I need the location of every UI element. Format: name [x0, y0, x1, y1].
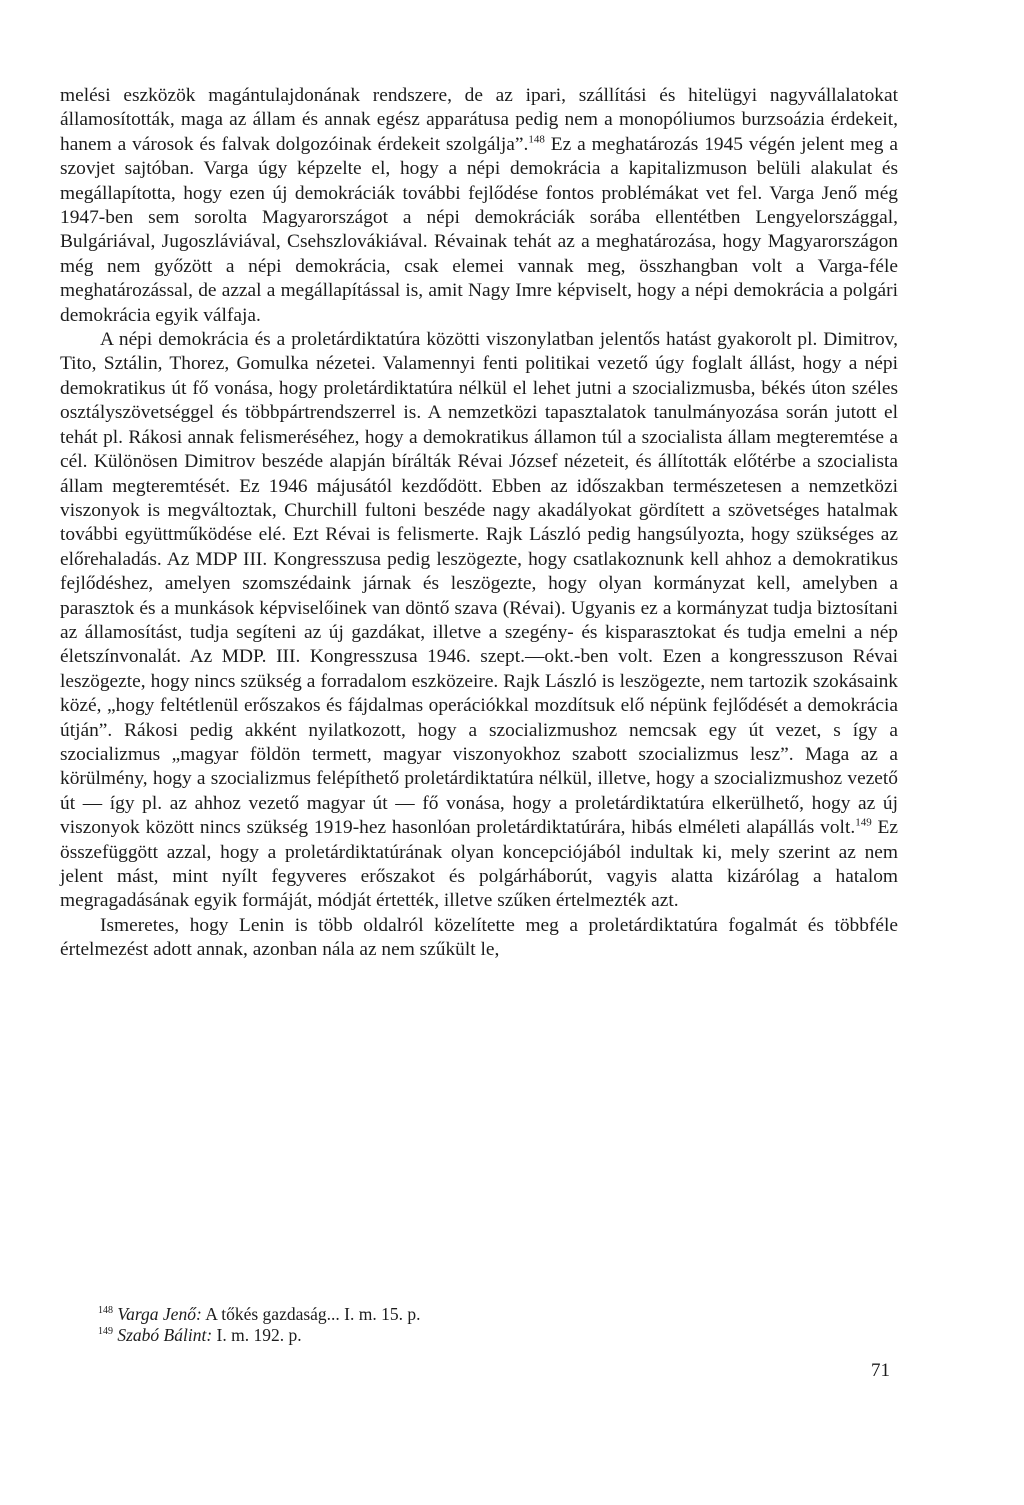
footnote-text: I. m. 192. p. [212, 1325, 302, 1345]
paragraph-text: A népi demokrácia és a proletárdiktatúra közötti viszonylatban jelentős hatást gyakorolt pl. Dimitrov, Tito, Sztálin, Thorez, Gomulka nézetei. Valamennyi fenti politikai vezető úgy foglalt állást, hogy a népi demokratikus út fő vonása, hogy proletárdiktatúra nélkül el lehet jutni a szocializmusba, békés úton széles osztályszövetséggel és többpártrendszerrel is. A nemzetközi tapasztalatok tanulmányozása során jutott el tehát pl. Rákosi annak felismeréséhez, hogy a demokratikus államon túl a szocialista állam megteremtése a cél. Különösen Dimitrov beszéde alapján bírálták Révai József nézeteit, és állították előtérbe a szocialista állam megteremtését. Ez 1946 májusától kezdődött. Ebben az időszakban természetesen a nemzetközi viszonyok is megváltoztak, Churchill fultoni beszéde nagy akadályokat gördített a szövetséges hatalmak további együttműködése elé. Ezt Révai is felismerte. Rajk László pedig hangsúlyozta, hogy szükséges az előrehaladás. Az MDP III. Kongresszusa pedig leszögezte, hogy csatlakoznunk kell ahhoz a demokratikus fejlődéshez, amelyen szomszédaink járnak és leszögezte, hogy olyan kormányzat kell, amelyben a parasztok és a munkások képviselőinek van döntő szava (Révai). Ugyanis ez a kormányzat tudja biztosítani az államosítást, tudja segíteni az új gazdákat, illetve a szegény- és kisparasztokat és tudja emelni a nép életszínvonalát. Az MDP. III. Kongresszusa 1946. szept.—okt.-ben volt. Ezen a kongresszuson Révai leszögezte, hogy nincs szükség a forradalom eszközeire. Rajk László is leszögezte, nem tartozik szokásaink közé, „hogy feltétlenül erőszakos és fájdalmas operációkkal mozdítsuk elő népünk fejlődését a demokrácia útján”. Rákosi pedig akként nyilatkozott, hogy a szocializmushoz nemcsak egy út vezet, s így a szocializmus „magyar földön termett, magyar viszonyokhoz szabott szocializmus lesz”. Maga az a körülmény, hogy a szocializmus felépíthető proletárdiktatúra nélkül, illetve, hogy a szocializmushoz vezető út — így pl. az ahhoz vezető magyar út — fő vonása, hogy a proletárdiktatúra elkerülhető, hogy az új viszonyok között nincs szükség 1919-hez hasonlóan proletárdiktatúrára, hibás elméleti alapállás volt. [60, 329, 898, 839]
main-text [60, 84, 898, 963]
paragraph-2 [60, 328, 898, 914]
footnote-author: Varga Jenő: [117, 1304, 202, 1324]
paragraph-text: Ez a meghatározás 1945 végén jelent meg a szovjet sajtóban. Varga úgy képzelte el, hogy a népi demokrácia a kapitalizmuson belüli alakulat és megállapította, hogy ezen új demokráciák további fejlődése fontos problémákat vet fel. Varga Jenő még 1947-ben sem sorolta Magyarországot a népi demokráciák sorába ellentétben Lengyelországgal, Bulgáriával, Jugoszláviával, Csehszlovákiával. Révainak tehát az a meghatározása, hogy Magyarországon még nem győzött a népi demokrácia, csak elemei vannak meg, összhangban volt a Varga-féle meghatározással, de azzal a megállapítással is, amit Nagy Imre képviselt, hogy a népi demokrácia a polgári demokrácia egyik válfaja. [60, 133, 898, 326]
paragraph-text: Ismeretes, hogy Lenin is több oldalról közelítette meg a proletárdiktatúra fogalmát és többféle értelmezést adott annak, azonban nála az nem szűkült le, [60, 914, 898, 961]
paragraph-1 [60, 84, 898, 328]
paragraph-3 [60, 914, 898, 963]
footnote-ref-148[interactable]: 148 [528, 133, 545, 146]
paragraph-text: melési eszközök magántulajdonának rendszere, de az ipari, szállítási és hitelügyi nagyvállalatokat államosították, maga az állam és annak egész apparátusa pedig nem a monopóliumos burzsoázia érdekeit, hanem a városok és falvak dolgozóinak érdekeit szolgálja”. [60, 85, 898, 155]
footnote-149 [60, 1325, 898, 1346]
footnote-148 [60, 1304, 898, 1325]
footnotes [60, 1304, 898, 1346]
footnote-number: 148 [98, 1305, 113, 1317]
footnote-author: Szabó Bálint: [117, 1325, 213, 1345]
paragraph-text: Ez összefüggött azzal, hogy a proletárdiktatúrának olyan koncepciójából indultak ki, mely szerint az nem jelent mást, mint nyílt fegyveres erőszakot és polgárháborút, vagyis alatta kizárólag a hatalom megragadásának egyik formáját, módját értették, illetve szűken értelmezték azt. [60, 817, 898, 912]
page-number: 71 [871, 1360, 890, 1381]
footnote-number: 149 [98, 1326, 113, 1338]
footnote-ref-149[interactable]: 149 [855, 816, 872, 829]
footnote-text: A tőkés gazdaság... I. m. 15. p. [201, 1304, 421, 1324]
